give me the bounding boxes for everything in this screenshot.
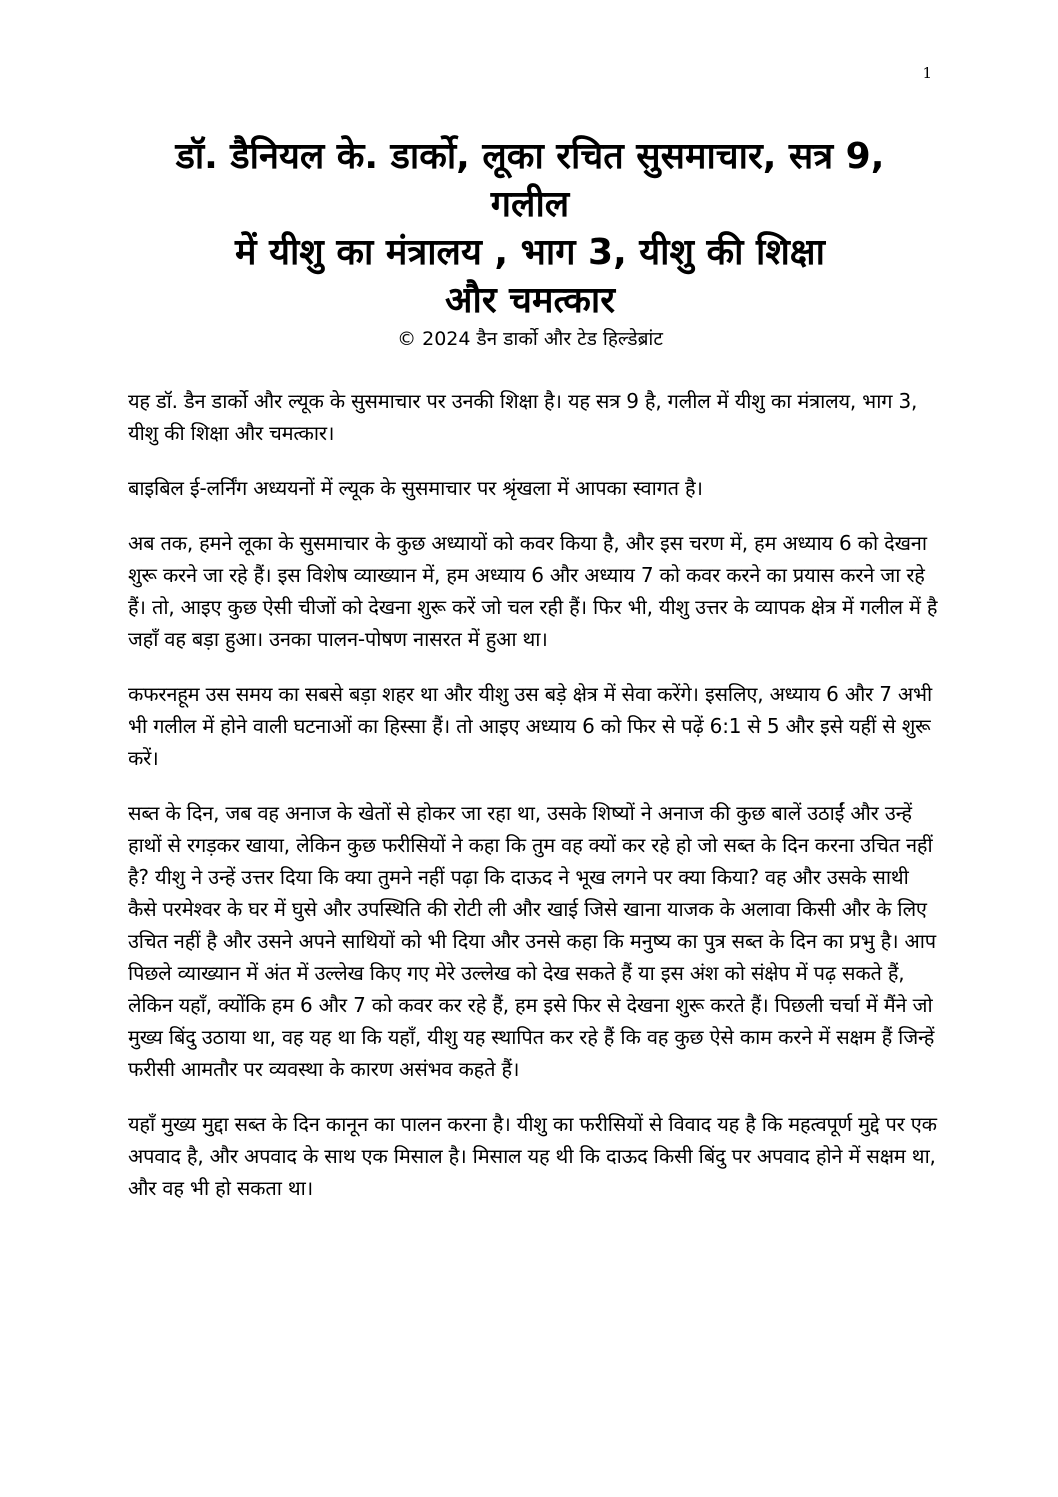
document-body — [128, 385, 938, 1227]
paragraph-chapter-overview: अब तक, हमने लूका के सुसमाचार के कुछ अध्यायों को कवर किया है, और इस चरण में, हम अध्याय 6 को देखना शुरू करने जा रहे हैं। इस विशेष व्याख्यान में, हम अध्याय 6 और अध्याय 7 को कवर करने का प्रयास करने जा रहे हैं। तो, आइए कुछ ऐसी चीजों को देखना शुरू करें जो चल रही हैं। फिर भी, यीशु उत्तर के व्यापक क्षेत्र में गलील में है जहाँ वह बड़ा हुआ। उनका पालन-पोषण नासरत में हुआ था। — [128, 531, 938, 651]
paragraph-intro: यह डॉ. डैन डार्को और ल्यूक के सुसमाचार पर उनकी शिक्षा है। यह सत्र 9 है, गलील में यीशु का मंत्रालय, भाग 3, यीशु की शिक्षा और चमत्कार। — [128, 389, 918, 445]
title-block — [120, 133, 940, 353]
page-number: 1 — [922, 64, 932, 82]
paragraph-welcome: बाइबिल ई-लर्निंग अध्ययनों में ल्यूक के सुसमाचार पर श्रृंखला में आपका स्वागत है। — [128, 476, 703, 500]
title-line-1: डॉ. डैनियल के. डार्को, लूका रचित सुसमाचार, सत्र 9, — [175, 136, 885, 177]
copyright-line: © 2024 डैन डार्को और टेड हिल्डेब्रांट — [397, 328, 663, 350]
paragraph-main-issue: यहाँ मुख्य मुद्दा सब्त के दिन कानून का पालन करना है। यीशु का फरीसियों से विवाद यह है कि महत्वपूर्ण मुद्दे पर एक अपवाद है, और अपवाद के साथ एक मिसाल है। मिसाल यह थी कि दाऊद किसी बिंदु पर अपवाद होने में सक्षम था, और वह भी हो सकता था। — [128, 1112, 937, 1200]
title-line-3: में यीशु का मंत्रालय , भाग 3, यीशु की शिक्षा — [235, 232, 825, 273]
paragraph-sabbath-passage: सब्त के दिन, जब वह अनाज के खेतों से होकर जा रहा था, उसके शिष्यों ने अनाज की कुछ बालें उठाईं और उन्हें हाथों से रगड़कर खाया, लेकिन कुछ फरीसियों ने कहा कि तुम वह क्यों कर रहे हो जो सब्त के दिन करना उचित नहीं है? यीशु ने उन्हें उत्तर दिया कि क्या तुमने नहीं पढ़ा कि दाऊद ने भूख लगने पर क्या किया? वह और उसके साथी कैसे परमेश्वर के घर में घुसे और उपस्थिति की रोटी ली और खाई जिसे खाना याजक के अलावा किसी और के लिए उचित नहीं है और उसने अपने साथियों को भी दिया और उनसे कहा कि मनुष्य का पुत्र सब्त के दिन का प्रभु है। आप पिछले व्याख्यान में अंत में उल्लेख किए गए मेरे उल्लेख को देख सकते हैं या इस अंश को संक्षेप में पढ़ सकते हैं, लेकिन यहाँ, क्योंकि हम 6 और 7 को कवर कर रहे हैं, हम इसे फिर से देखना शुरू करते हैं। पिछली चर्चा में मैंने जो मुख्य बिंदु उठाया था, वह यह था कि यहाँ, यीशु यह स्थापित कर रहे हैं कि वह कुछ ऐसे काम करने में सक्षम हैं जिन्हें फरीसी आमतौर पर व्यवस्था के कारण असंभव कहते हैं। — [128, 801, 936, 1081]
paragraph-capernaum: कफरनहूम उस समय का सबसे बड़ा शहर था और यीशु उस बड़े क्षेत्र में सेवा करेंगे। इसलिए, अध्याय 6 और 7 अभी भी गलील में होने वाली घटनाओं का हिस्सा हैं। तो आइए अध्याय 6 को फिर से पढ़ें 6:1 से 5 और इसे यहीं से शुरू करें। — [128, 682, 933, 770]
title-line-4: और चमत्कार — [445, 280, 615, 321]
title-line-2: गलील — [490, 184, 570, 225]
